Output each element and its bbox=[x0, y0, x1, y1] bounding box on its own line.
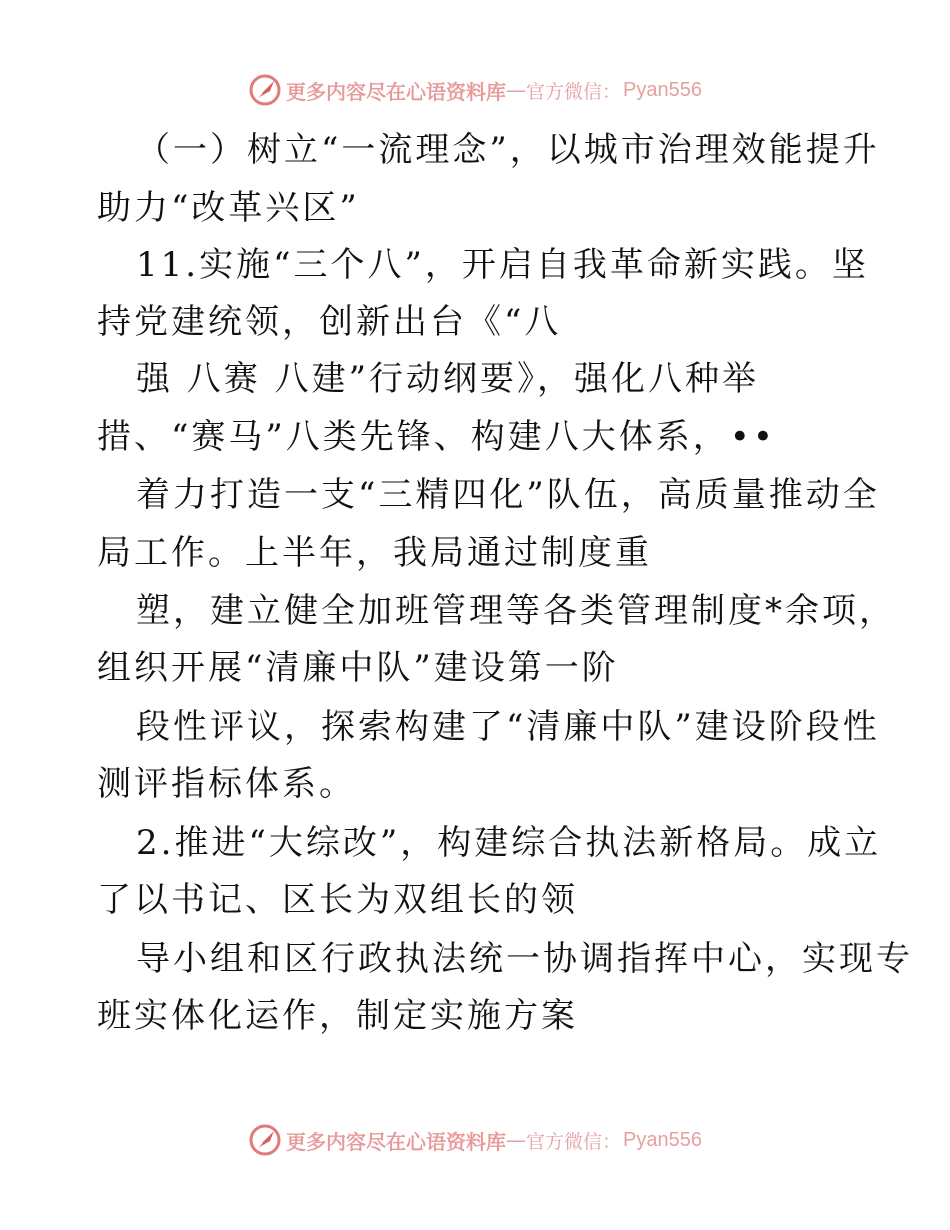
text-line: 助力“改革兴区” bbox=[97, 188, 360, 228]
text-line: 导小组和区行政执法统一协调指挥中心，实现专 bbox=[136, 939, 913, 979]
text-line: 班实体化运作，制定实施方案 bbox=[97, 996, 578, 1036]
watermark-separator: — bbox=[506, 78, 526, 102]
text-line: 段性评议，探索构建了“清廉中队”建设阶段性 bbox=[136, 707, 880, 747]
text-line: 2.推进“大综改”，构建综合执法新格局。成立 bbox=[136, 823, 882, 863]
footer-watermark bbox=[0, 1120, 950, 1160]
quill-logo-icon bbox=[248, 1123, 282, 1157]
quill-logo-icon bbox=[248, 73, 282, 107]
text-line: 了以书记、区长为双组长的领 bbox=[97, 880, 578, 920]
text-line: 措、“赛马”八类先锋、构建八大体系，•• bbox=[97, 417, 776, 457]
text-line: （一）树立“一流理念”，以城市治理效能提升 bbox=[136, 130, 880, 170]
text-line: 着力打造一支“三精四化”队伍，高质量推动全 bbox=[136, 475, 880, 515]
text-line: 塑，建立健全加班管理等各类管理制度*余项， bbox=[136, 591, 896, 631]
text-line: 强 八赛 八建”行动纲要》，强化八种举 bbox=[136, 359, 759, 399]
watermark-brand: 更多内容尽在心语资料库 bbox=[286, 1129, 506, 1154]
text-line: 11.实施“三个八”，开启自我革命新实践。坚 bbox=[136, 245, 869, 285]
watermark-handle: Pyan556 bbox=[623, 1128, 702, 1151]
watermark-brand: 更多内容尽在心语资料库 bbox=[286, 79, 506, 104]
text-line: 局工作。上半年，我局通过制度重 bbox=[97, 533, 652, 573]
text-line: 持党建统领，创新出台《“八 bbox=[97, 302, 562, 342]
watermark-wechat-label: 官方微信： bbox=[526, 1130, 622, 1153]
text-line: 组织开展“清廉中队”建设第一阶 bbox=[97, 648, 619, 688]
watermark-handle: Pyan556 bbox=[623, 78, 702, 101]
text-line: 测评指标体系。 bbox=[97, 764, 356, 804]
header-watermark bbox=[0, 70, 950, 110]
watermark-separator: — bbox=[506, 1128, 526, 1152]
watermark-wechat-label: 官方微信： bbox=[526, 80, 622, 103]
